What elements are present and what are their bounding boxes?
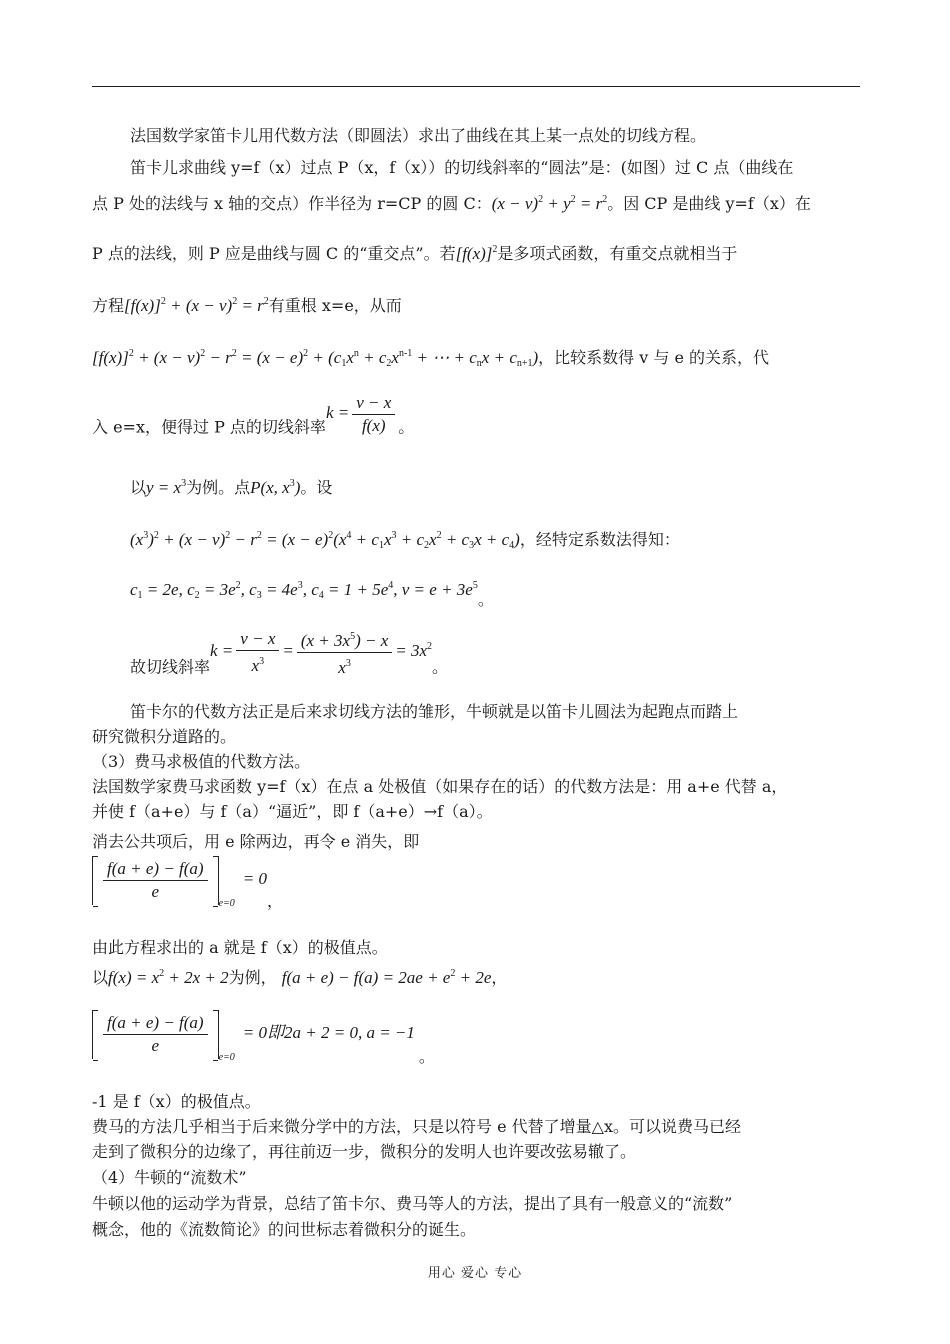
paragraph-extremum-point: 由此方程求出的 a 就是 f（x）的极值点。 (92, 938, 388, 957)
paragraph-fermat-divide: 消去公共项后，用 e 除两边，再令 e 消失，即 (92, 832, 420, 851)
cubic-function: $y = x^3$ (146, 478, 187, 497)
paragraph-cubic-identity: $(x^3)^2 + (x - v)^2 - r^2 = (x - e)^2(x^4 + c_1x^3 + c_2x^2 + c_3x + c_4)$，经特定系数法得知： (130, 530, 680, 551)
paragraph-double-intersection: P 点的法线，则 P 应是曲线与圆 C 的“重交点”。若$[f(x)]^2$是多项式函数，有重交点就相当于 (92, 244, 738, 263)
paragraph-cubic-slope: 故切线斜率k = $\frac{v - x}{x^3}$ = $\frac{(x + 3x^5) - x}{x^3}$ = $3x^2$。 (130, 626, 862, 679)
paragraph-fermat-evaluation: 费马的方法几乎相当于后来微分学中的方法，只是以符号 e 代替了增量△x。可以说费马已经 (92, 1117, 741, 1136)
section-heading-newton: （4）牛顿的“流数术” (92, 1168, 247, 1187)
f-squared-expression: $[f(x)]^2$ (455, 244, 498, 263)
cubic-slope-formula: k = $\frac{v - x}{x^3}$ = $\frac{(x + 3x^5) - x}{x^3}$ = $3x^2$ (210, 641, 432, 660)
section-heading-fermat: （3）费马求极值的代数方法。 (92, 752, 311, 771)
quadratic-difference: $f(a + e) - f(a) = 2ae + e^2 + 2e$ (281, 968, 492, 987)
paragraph-descartes-legacy: 笛卡尔的代数方法正是后来求切线方法的雏形，牛顿就是以笛卡儿圆法为起跑点而踏上 (130, 702, 739, 721)
quadratic-limit-formula: $\frac{f(a + e) - f(a)}{e}$ e=0= 0即2a + 2 = 0, a = −1 (92, 1023, 415, 1042)
paragraph-tangent-slope: 入 e=x，便得过 P 点的切线斜率k = $\frac{v - x}{f(x)}$ 。 (92, 393, 415, 437)
point-p: P(x, $x^3$) (250, 478, 301, 497)
paragraph-descartes-legacy-cont: 研究微积分道路的。 (92, 727, 237, 746)
quadratic-function: $f(x) = x^2 + 2x + 2$ (108, 968, 229, 987)
coefficient-values: $c_1 = 2e$, $c_2 = 3e^2$, $c_3 = 4e^3$, $c_4 = 1 + 5e^4$, $v = e + 3e^5$ (130, 580, 478, 601)
cubic-identity: $(x^3)^2 + (x - v)^2 - r^2 = (x - e)^2(x^4 + c_1x^3 + c_2x^2 + c_3x + c_4)$ (130, 530, 520, 551)
polynomial-identity: $[f(x)]^2 + (x - v)^2 - r^2 = (x - e)^2 + (c_1x^n + c_2x^{n-1}$ + ⋯ + $c_nx + c_{n+1}$) (92, 348, 539, 369)
paragraph-fermat-limit: $\frac{f(a + e) - f(a)}{e}$ e=0= 0， (92, 856, 862, 911)
fermat-limit-formula: $\frac{f(a + e) - f(a)}{e}$ e=0= 0 (92, 869, 267, 888)
paragraph-quadratic-limit: $\frac{f(a + e) - f(a)}{e}$ e=0= 0即2a + 2 = 0, a = −1。 (92, 1010, 862, 1067)
paragraph-example-cubic: 以$y = x^3$为例。点P(x, $x^3$)。设 (130, 478, 333, 497)
paragraph-newton-fluxions-cont: 概念，他的《流数简论》的问世标志着微积分的诞生。 (92, 1220, 477, 1239)
paragraph-double-root: 方程$[f(x)]^2 + (x - v)^2 = r^2$有重根 x=e，从而 (92, 296, 402, 315)
paragraph-coefficients: $c_1 = 2e$, $c_2 = 3e^2$, $c_3 = 4e^3$, $c_4 = 1 + 5e^4$, $v = e + 3e^5$。 (130, 580, 494, 609)
paragraph-circle-method-cont: 点 P 处的法线与 x 轴的交点）作半径为 r=CP 的圆 C：$(x - v)^2 + y^2 = r^2$。因 CP 是曲线 y=f（x）在 (92, 194, 811, 213)
paragraph-newton-fluxions: 牛顿以他的运动学为背景，总结了笛卡尔、费马等人的方法，提出了具有一般意义的“流数” (92, 1194, 733, 1213)
header-rule (92, 86, 860, 87)
paragraph-circle-method: 笛卡儿求曲线 y=f（x）过点 P（x，f（x））的切线斜率的“圆法”是：(如图）过 C 点（曲线在 (130, 158, 794, 177)
paragraph-minus-one-extremum: -1 是 f（x）的极值点。 (92, 1092, 261, 1111)
paragraph-fermat-method: 法国数学家费马求函数 y=f（x）在点 a 处极值（如果存在的话）的代数方法是：用 a+e 代替 a， (92, 777, 788, 796)
page-footer: 用心 爱心 专心 (427, 1266, 523, 1281)
paragraph-polynomial-expansion: $[f(x)]^2 + (x - v)^2 - r^2 = (x - e)^2 + (c_1x^n + c_2x^{n-1}$ + ⋯ + $c_nx + c_{n+1}$)，比较系数得 v 与 e 的关系，代 (92, 348, 770, 369)
slope-formula: k = $\frac{v - x}{f(x)}$ (326, 403, 398, 422)
circle-equation: $(x - v)^2 + y^2 = r^2$ (491, 194, 608, 213)
paragraph-descartes-intro: 法国数学家笛卡儿用代数方法（即圆法）求出了曲线在其上某一点处的切线方程。 (130, 126, 707, 145)
paragraph-quadratic-example: 以$f(x) = x^2 + 2x + 2$为例， $f(a + e) - f(a) = 2ae + e^2 + 2e$， (92, 968, 508, 987)
paragraph-fermat-evaluation-cont: 走到了微积分的边缘了，再往前迈一步，微积分的发明人也许要改弦易辙了。 (92, 1142, 637, 1161)
double-root-equation: $[f(x)]^2 + (x - v)^2 = r^2$ (124, 296, 269, 315)
paragraph-fermat-method-cont: 并使 f（a+e）与 f（a）“逼近”，即 f（a+e）→f（a）。 (92, 802, 493, 821)
